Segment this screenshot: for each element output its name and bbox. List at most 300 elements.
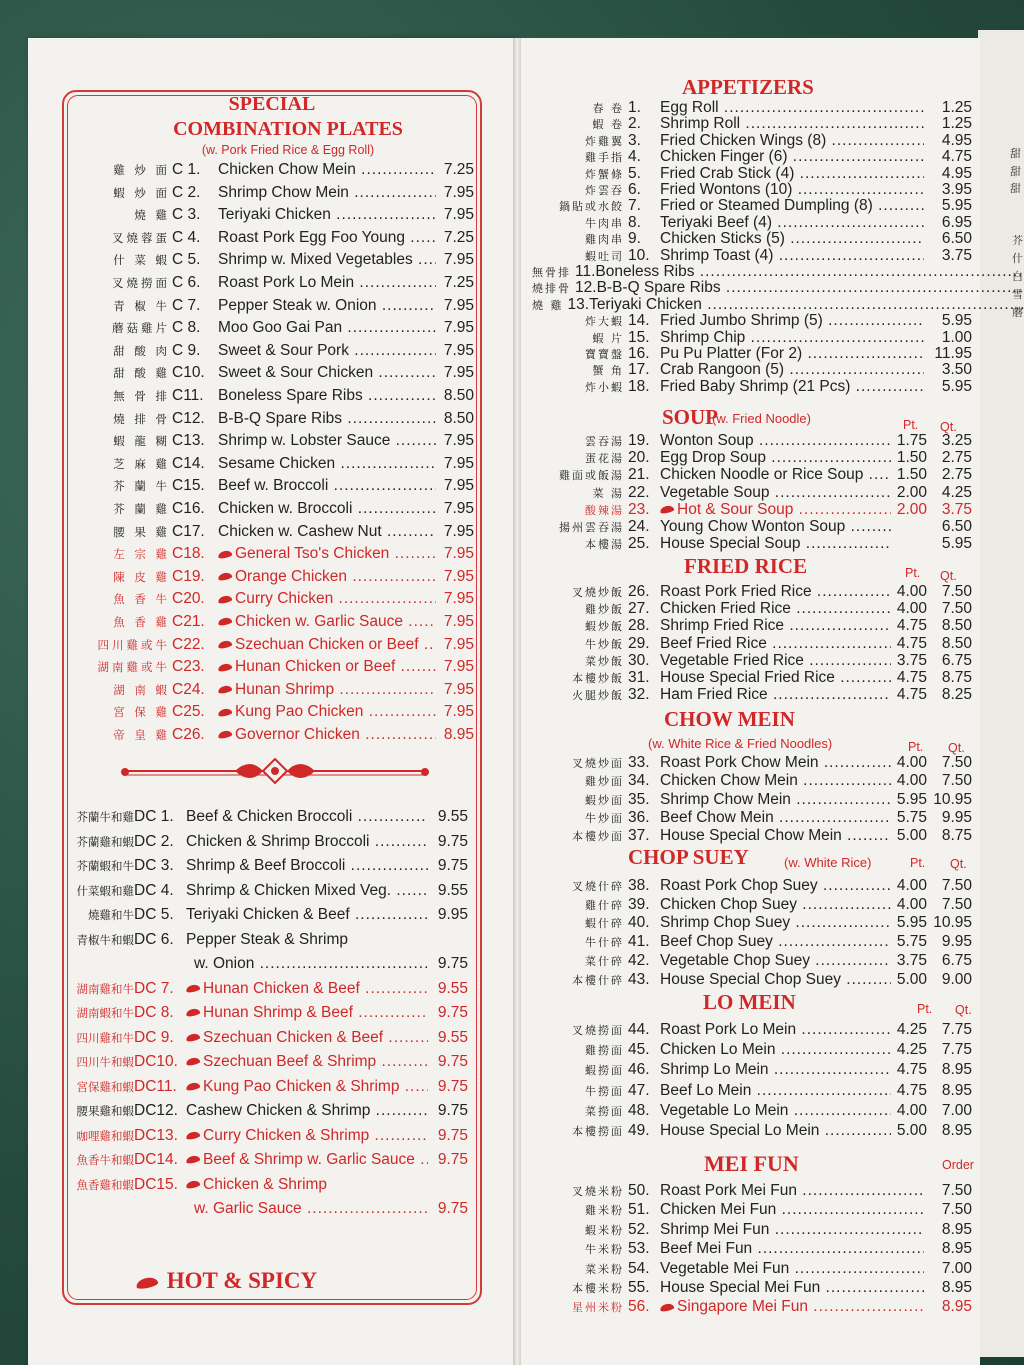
menu-item-number: 1. xyxy=(628,99,641,116)
menu-item-name-text: Singapore Mei Fun xyxy=(677,1298,808,1316)
chili-pepper-icon xyxy=(218,730,233,740)
menu-item-pint-price: 4.00 xyxy=(896,877,927,894)
menu-item-name xyxy=(660,1260,924,1278)
menu-item-number: 21. xyxy=(628,466,650,484)
menu-item-pint-price: 5.00 xyxy=(896,970,927,988)
double-combo-price: 9.75 xyxy=(437,955,468,972)
menu-item-chinese: 蝦吐司 xyxy=(585,249,624,263)
section-subtitle: (w. White Rice) xyxy=(784,855,872,870)
combination-subtitle: (w. Pork Fried Rice & Egg Roll) xyxy=(201,143,375,157)
menu-item-chinese: 菜撈面 xyxy=(585,1104,624,1118)
double-combo-code: DC14. xyxy=(134,1151,178,1168)
chili-pepper-icon xyxy=(186,1033,201,1043)
menu-item-number: 43. xyxy=(628,970,650,988)
menu-item-price: 1.00 xyxy=(941,328,972,346)
menu-item-name-text: Hot & Sour Soup xyxy=(677,500,794,518)
menu-item-row xyxy=(532,1279,972,1297)
menu-item-row xyxy=(532,361,972,379)
combo-item-code: C17. xyxy=(172,522,205,540)
menu-item-price: 4.95 xyxy=(941,164,972,182)
double-combo-name-text: Chicken & Shrimp Broccoli xyxy=(186,832,370,850)
menu-item-pint-price: 4.00 xyxy=(896,1101,927,1119)
menu-item-number: 9. xyxy=(628,230,641,248)
menu-item-row xyxy=(532,914,972,932)
menu-item-name-text: Beef Fried Rice xyxy=(660,634,767,652)
edge-text: 雪 xyxy=(1012,288,1023,301)
combo-item-price: 7.95 xyxy=(443,319,474,337)
menu-item-chinese: 牛炒飯 xyxy=(585,637,624,651)
menu-item-name-text: Fried Chicken Wings (8) xyxy=(660,131,827,149)
menu-item-row xyxy=(532,652,972,670)
menu-item-pint-price: 5.00 xyxy=(896,1122,927,1139)
menu-item-number: 8. xyxy=(628,213,641,231)
menu-item-row xyxy=(532,772,972,790)
combo-item-price: 7.95 xyxy=(443,613,474,630)
combo-item-row xyxy=(78,477,474,495)
menu-item-name-text: Boneless Ribs xyxy=(595,263,695,280)
menu-item-name-text: Chicken Fried Rice xyxy=(660,600,791,618)
combo-item-code: C10. xyxy=(172,364,205,382)
double-combo-name-text: Pepper Steak & Shrimp xyxy=(186,930,348,948)
menu-item-pint-price: 2.00 xyxy=(896,483,927,501)
combo-item-name xyxy=(218,342,436,360)
combo-item-row xyxy=(78,681,474,699)
double-combo-chinese: 湖南雞和牛 xyxy=(76,981,134,996)
menu-item-name-text: House Special Chow Mein xyxy=(660,827,842,845)
menu-item-quart-price: 6.75 xyxy=(941,951,972,969)
menu-item-row xyxy=(532,165,972,183)
double-combo-name xyxy=(186,1029,428,1047)
menu-item-number: 18. xyxy=(628,377,650,395)
combo-item-row xyxy=(78,184,474,202)
menu-item-name xyxy=(660,933,891,951)
menu-item-row xyxy=(532,181,972,199)
menu-item-row xyxy=(532,312,972,330)
menu-item-name-text: Chicken Finger (6) xyxy=(660,148,788,166)
menu-item-row xyxy=(532,754,972,772)
menu-item-price: 8.95 xyxy=(941,1220,972,1238)
menu-item-chinese: 燒排骨 xyxy=(532,282,571,296)
chili-pepper-icon xyxy=(218,572,233,582)
combo-item-chinese: 宮 保 雞 xyxy=(113,705,170,720)
double-combo-name xyxy=(186,1151,428,1169)
combo-item-price: 7.95 xyxy=(443,477,474,495)
double-combo-row xyxy=(50,931,468,949)
combo-item-chinese: 芥 蘭 雞 xyxy=(113,502,170,516)
price-column-header: Pt. xyxy=(905,566,921,580)
soup-title: SOUP xyxy=(662,405,719,429)
combo-item-price: 7.95 xyxy=(443,658,474,676)
menu-item-name xyxy=(660,361,924,379)
section-subtitle: (w. White Rice & Fried Noodles) xyxy=(648,736,833,751)
menu-item-name-text: Chicken Chop Suey xyxy=(660,895,797,913)
menu-item-chinese: 菜什碎 xyxy=(585,954,624,968)
menu-item-name xyxy=(660,1021,891,1039)
menu-item-chinese: 雞炒飯 xyxy=(585,603,624,617)
menu-item-row xyxy=(532,686,972,704)
double-combo-chinese: 湖南蝦和牛 xyxy=(76,1006,134,1020)
menu-item-name xyxy=(660,971,891,989)
double-combo-price: 9.75 xyxy=(437,1004,468,1021)
menu-item-number: 28. xyxy=(628,617,650,635)
menu-item-quart-price: 6.75 xyxy=(941,651,972,669)
chili-pepper-icon xyxy=(660,1302,675,1312)
menu-item-name-text: Young Chow Wonton Soup xyxy=(660,518,846,535)
double-combo-chinese: 青椒牛和蝦 xyxy=(76,932,134,947)
menu-item-name xyxy=(660,230,924,248)
double-combo-code: DC13. xyxy=(134,1126,178,1144)
combo-item-chinese: 燒 排 骨 xyxy=(113,411,170,426)
menu-item-chinese: 牛什碎 xyxy=(585,936,624,950)
combo-item-code: C 6. xyxy=(172,274,201,291)
menu-item-price: 3.95 xyxy=(941,181,972,198)
combo-item-chinese: 什 菜 蝦 xyxy=(113,253,170,268)
menu-item-number: 26. xyxy=(628,583,650,600)
double-combo-row xyxy=(50,906,468,924)
menu-item-name xyxy=(660,1279,924,1297)
combo-item-row xyxy=(78,297,474,315)
menu-item-pint-price: 4.75 xyxy=(896,686,927,704)
menu-item-row xyxy=(532,449,972,467)
menu-item-number: 41. xyxy=(628,933,650,951)
double-combo-chinese: 魚香雞和蝦 xyxy=(76,1177,134,1192)
combo-item-name-text: Hunan Chicken or Beef xyxy=(235,658,396,676)
menu-item-name-text: Teriyaki Chicken xyxy=(589,295,702,313)
ornament-divider-icon xyxy=(115,757,435,785)
combo-item-name xyxy=(218,319,436,337)
menu-item-name-text: Shrimp Chow Mein xyxy=(660,790,791,808)
combo-item-name-text: Shrimp Chow Mein xyxy=(218,183,349,201)
combo-item-name-text: Sesame Chicken xyxy=(218,454,336,472)
menu-item-quart-price: 8.95 xyxy=(941,1061,972,1079)
menu-item-name xyxy=(660,1061,891,1079)
double-combo-name xyxy=(186,1053,428,1071)
menu-item-row xyxy=(532,279,972,297)
combo-item-price: 7.95 xyxy=(443,567,474,585)
menu-item-name xyxy=(660,99,924,117)
menu-item-number: 44. xyxy=(628,1021,650,1038)
menu-item-chinese: 本樓炒飯 xyxy=(572,672,624,685)
chili-pepper-icon xyxy=(186,1057,201,1067)
double-combo-name xyxy=(186,1102,428,1120)
edge-text: 甜 xyxy=(1010,147,1021,160)
menu-item-price: 4.95 xyxy=(941,131,972,149)
menu-item-quart-price: 9.95 xyxy=(941,933,972,951)
chili-pepper-icon xyxy=(218,617,233,627)
menu-item-name-text: Shrimp Chip xyxy=(660,328,746,346)
double-combo-chinese: 芥蘭蝦和牛 xyxy=(76,859,134,873)
menu-item-row xyxy=(532,1122,972,1140)
menu-item-price: 1.25 xyxy=(941,115,972,133)
combo-item-name xyxy=(218,229,436,247)
menu-item-number: 6. xyxy=(628,181,641,198)
menu-next-page-edge xyxy=(978,30,1024,1357)
menu-item-row xyxy=(532,484,972,502)
mei-fun-title: MEI FUN xyxy=(704,1151,799,1176)
menu-item-name-text: Wonton Soup xyxy=(660,432,754,449)
combo-item-name-text: Pepper Steak w. Onion xyxy=(218,296,377,314)
combination-title-line2: COMBINATION PLATES xyxy=(173,118,403,140)
menu-item-name-text: House Special Chop Suey xyxy=(660,970,841,988)
combo-item-chinese: 芥 蘭 牛 xyxy=(113,479,170,494)
menu-item-number: 53. xyxy=(628,1240,650,1258)
double-combo-code: DC 2. xyxy=(134,832,174,850)
combo-item-price: 7.95 xyxy=(443,206,474,224)
menu-item-chinese: 炸小蝦 xyxy=(585,380,624,394)
combo-item-code: C15. xyxy=(172,477,205,495)
double-combo-price: 9.75 xyxy=(437,832,468,850)
combo-item-code: C 1. xyxy=(172,161,201,178)
chili-pepper-icon xyxy=(186,984,201,994)
menu-item-number: 49. xyxy=(628,1122,650,1139)
menu-item-name-text: Chicken Lo Mein xyxy=(660,1041,776,1059)
menu-item-name xyxy=(660,501,891,519)
menu-item-name xyxy=(660,165,924,183)
combo-item-code: C14. xyxy=(172,454,205,472)
menu-item-name-text: Shrimp Roll xyxy=(660,115,741,133)
menu-item-row xyxy=(532,197,972,215)
menu-item-row xyxy=(532,1061,972,1079)
menu-item-quart-price: 8.50 xyxy=(941,617,972,635)
menu-item-chinese: 牛撈面 xyxy=(585,1084,624,1098)
menu-item-price: 3.75 xyxy=(941,246,972,264)
menu-item-number: 50. xyxy=(628,1182,650,1199)
combo-item-chinese: 甜 酸 雞 xyxy=(113,366,170,381)
double-combo-chinese: 芥蘭牛和雞 xyxy=(76,810,134,824)
combo-item-name xyxy=(218,523,436,541)
combo-item-code: C 5. xyxy=(172,251,201,269)
combo-item-code: C16. xyxy=(172,500,205,517)
double-combo-price: 9.75 xyxy=(437,1053,468,1070)
combo-item-chinese: 蘑菇雞片 xyxy=(112,321,170,336)
menu-item-pint-price: 5.95 xyxy=(896,790,927,808)
menu-item-number: 40. xyxy=(628,914,650,932)
combo-item-code: C12. xyxy=(172,409,205,427)
menu-item-quart-price: 7.75 xyxy=(941,1021,972,1038)
combo-item-chinese: 雞 炒 面 xyxy=(113,163,170,177)
menu-item-price: 7.50 xyxy=(941,1182,972,1199)
menu-item-chinese: 蝦炒面 xyxy=(585,793,624,807)
menu-item-chinese: 本樓撈面 xyxy=(572,1125,624,1138)
menu-item-price: 1.25 xyxy=(941,99,972,116)
menu-item-name xyxy=(595,263,1024,281)
menu-item-number: 36. xyxy=(628,808,650,826)
combo-item-row xyxy=(78,274,474,292)
menu-item-chinese: 揚州雲吞湯 xyxy=(559,521,624,534)
menu-item-number: 4. xyxy=(628,148,641,166)
menu-item-quart-price: 8.50 xyxy=(941,634,972,652)
menu-item-pint-price: 3.75 xyxy=(896,651,927,669)
combo-item-name xyxy=(218,658,436,676)
combo-item-name xyxy=(218,251,436,269)
double-combo-price: 9.75 xyxy=(437,1102,468,1119)
combination-title-line1: SPECIAL xyxy=(228,93,316,115)
menu-item-name-text: Shrimp Toast (4) xyxy=(660,246,774,264)
menu-item-name-text: Fried Jumbo Shrimp (5) xyxy=(660,312,823,330)
double-combo-name xyxy=(186,882,428,900)
menu-item-number: 47. xyxy=(628,1081,650,1099)
menu-item-number: 56. xyxy=(628,1298,650,1316)
double-combo-code: DC 8. xyxy=(134,1004,174,1021)
menu-item-name-text: Roast Pork Fried Rice xyxy=(660,583,812,600)
double-combo-chinese: 宮保雞和蝦 xyxy=(76,1079,134,1094)
combo-item-chinese: 陳 皮 雞 xyxy=(113,569,170,584)
combo-item-row xyxy=(78,364,474,382)
combo-item-row xyxy=(78,523,474,541)
menu-item-name xyxy=(660,1102,891,1120)
double-combo-name-text: Curry Chicken & Shrimp xyxy=(203,1126,370,1144)
double-combo-name-text: Szechuan Beef & Shrimp xyxy=(203,1053,377,1070)
combo-item-name xyxy=(218,455,436,473)
menu-item-chinese: 菜米粉 xyxy=(585,1262,624,1276)
combo-item-chinese: 魚 香 牛 xyxy=(113,592,170,607)
menu-item-name xyxy=(660,669,891,687)
double-combo-name xyxy=(186,1127,428,1145)
menu-item-number: 14. xyxy=(628,312,650,330)
chili-pepper-icon xyxy=(218,640,233,650)
menu-item-number: 32. xyxy=(628,686,650,704)
menu-item-quart-price: 2.75 xyxy=(941,466,972,484)
menu-item-name-text: Chicken Mei Fun xyxy=(660,1201,777,1219)
menu-item-chinese: 牛肉串 xyxy=(585,216,624,230)
menu-item-row xyxy=(532,1298,972,1316)
menu-item-name xyxy=(660,1041,891,1059)
menu-item-chinese: 雞撈面 xyxy=(585,1044,624,1058)
menu-item-pint-price: 1.75 xyxy=(896,432,927,449)
menu-item-name xyxy=(660,484,891,502)
menu-item-chinese: 雲吞湯 xyxy=(585,435,624,448)
menu-item-chinese: 牛米粉 xyxy=(585,1243,624,1257)
combo-item-row xyxy=(78,319,474,337)
menu-item-name-text: Roast Pork Mei Fun xyxy=(660,1182,797,1199)
menu-item-name xyxy=(660,754,891,772)
menu-item-price: 6.50 xyxy=(941,230,972,248)
menu-item-name xyxy=(660,583,891,601)
menu-item-number: 34. xyxy=(628,772,650,790)
chili-pepper-icon xyxy=(186,1131,201,1141)
price-column-header: Qt. xyxy=(950,857,967,871)
menu-item-chinese: 鍋貼或水餃 xyxy=(559,200,624,214)
menu-item-number: 19. xyxy=(628,432,650,449)
combo-item-code: C26. xyxy=(172,726,205,743)
menu-item-name xyxy=(660,896,891,914)
menu-item-name-text: Egg Drop Soup xyxy=(660,449,766,467)
chow-mein-title: CHOW MEIN xyxy=(664,707,795,731)
menu-item-name-text: Shrimp Mei Fun xyxy=(660,1220,770,1238)
menu-item-quart-price: 7.00 xyxy=(941,1101,972,1119)
combo-item-name xyxy=(218,206,436,224)
combo-item-row xyxy=(78,410,474,428)
menu-item-name xyxy=(660,345,924,363)
menu-item-row xyxy=(532,230,972,248)
combo-item-row xyxy=(78,590,474,608)
menu-item-number: 51. xyxy=(628,1201,650,1219)
menu-item-row xyxy=(532,378,972,396)
double-combo-code: DC15. xyxy=(134,1175,178,1193)
menu-item-name xyxy=(660,329,924,347)
combo-item-price: 7.95 xyxy=(443,183,474,201)
menu-item-row xyxy=(532,432,972,450)
combo-item-code: C22. xyxy=(172,635,205,653)
double-combo-name-text: Cashew Chicken & Shrimp xyxy=(186,1102,371,1119)
combo-item-name xyxy=(218,500,436,518)
menu-item-name xyxy=(660,600,891,618)
menu-item-number: 24. xyxy=(628,518,650,535)
double-combo-chinese: 魚香牛和蝦 xyxy=(76,1153,134,1167)
menu-item-name-text: Chicken Sticks (5) xyxy=(660,230,785,248)
menu-item-chinese: 雞炒面 xyxy=(585,775,624,789)
menu-item-pint-price: 4.75 xyxy=(896,669,927,686)
menu-item-name-text: Vegetable Mei Fun xyxy=(660,1259,790,1277)
menu-item-name xyxy=(660,449,891,467)
menu-item-chinese: 雞手指 xyxy=(585,151,624,165)
combo-item-name-text: Moo Goo Gai Pan xyxy=(218,319,343,337)
menu-item-row xyxy=(532,1240,972,1258)
combo-item-name-text: Shrimp w. Mixed Vegetables xyxy=(218,251,413,269)
combo-item-name xyxy=(218,274,436,292)
double-combo-chinese: 咖哩雞和蝦 xyxy=(76,1128,134,1143)
menu-item-chinese: 蝦米粉 xyxy=(585,1223,624,1237)
combo-item-chinese: 叉燒蓉蛋 xyxy=(112,230,170,245)
double-combo-row xyxy=(50,980,468,998)
menu-item-row xyxy=(532,247,972,265)
menu-item-chinese: 炸蟹條 xyxy=(585,167,624,181)
double-combo-code: DC 1. xyxy=(134,808,174,825)
double-combo-price: 9.55 xyxy=(437,1028,468,1046)
menu-item-row xyxy=(532,809,972,827)
combo-item-code: C23. xyxy=(172,658,205,676)
menu-item-number: 22. xyxy=(628,483,650,501)
double-combo-name-text: Kung Pao Chicken & Shrimp xyxy=(203,1077,400,1095)
menu-item-row xyxy=(532,1221,972,1239)
price-column-header: Order xyxy=(942,1158,974,1172)
double-combo-chinese: 腰果雞和蝦 xyxy=(76,1104,134,1118)
menu-item-chinese: 菜 湯 xyxy=(592,486,624,500)
chili-pepper-icon xyxy=(186,1155,201,1165)
double-combo-price: 9.55 xyxy=(437,979,468,997)
menu-item-name xyxy=(660,197,924,215)
combo-item-name xyxy=(218,364,436,382)
menu-item-chinese: 本樓炒面 xyxy=(572,830,624,844)
combo-item-name xyxy=(218,613,436,631)
combo-item-row xyxy=(78,500,474,518)
edge-text: 甜 xyxy=(1010,165,1021,178)
menu-item-chinese: 蛋花湯 xyxy=(585,452,624,466)
menu-item-name xyxy=(660,791,891,809)
double-combo-price: 9.55 xyxy=(437,881,468,899)
menu-item-name xyxy=(660,148,924,166)
menu-item-number: 39. xyxy=(628,895,650,913)
double-combo-code: DC10. xyxy=(134,1053,178,1070)
menu-item-row xyxy=(532,877,972,895)
combo-item-price: 7.95 xyxy=(443,500,474,517)
menu-item-chinese: 雞什碎 xyxy=(585,898,624,912)
combo-item-name-text: Chicken w. Broccoli xyxy=(218,500,353,517)
menu-item-row xyxy=(532,1102,972,1120)
combo-item-price: 8.95 xyxy=(443,726,474,743)
combo-item-name-text: Chicken Chow Mein xyxy=(218,161,356,178)
menu-item-chinese: 蝦什碎 xyxy=(585,917,624,931)
menu-item-pint-price: 4.00 xyxy=(896,600,927,618)
combo-item-name-text: Chicken w. Cashew Nut xyxy=(218,522,382,540)
double-combo-chinese: 什菜蝦和雞 xyxy=(76,883,134,898)
menu-item-chinese: 蝦 卷 xyxy=(592,118,624,132)
menu-item-quart-price: 2.75 xyxy=(941,449,972,467)
combo-item-name xyxy=(218,568,436,586)
double-combo-code: DC 3. xyxy=(134,857,174,874)
double-combo-row xyxy=(50,1102,468,1120)
combo-item-price: 7.95 xyxy=(443,590,474,608)
